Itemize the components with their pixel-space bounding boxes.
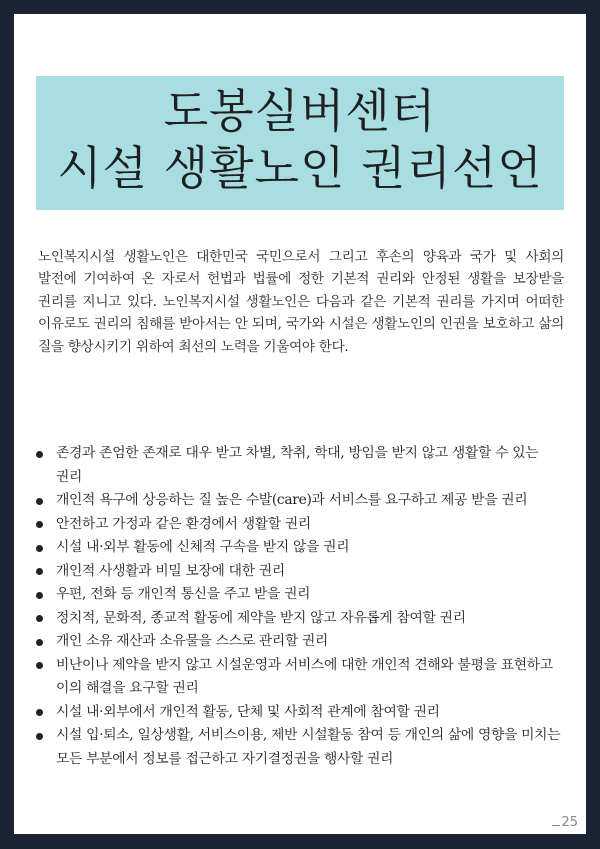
list-item <box>30 724 566 771</box>
right-text: 시설 입·퇴소, 일상생활, 서비스이용, 제반 시설활동 참여 등 개인의 삶에 영향을 미치는 모든 부분에서 정보를 접근하고 자기결정권을 행사할 권리 <box>56 727 561 767</box>
list-item <box>30 607 566 631</box>
right-text: 안전하고 가정과 같은 환경에서 생활할 권리 <box>56 515 311 532</box>
intro-paragraph: 노인복지시설 생활노인은 대한민국 국민으로서 그리고 후손의 양육과 국가 및 사회의 발전에 기여하여 온 자로서 헌법과 법률에 정한 기본적 권리와 안정된 생활을 보장받을 권리를 지니고 있다. 노인복지시설 생활노인은 다음과 같은 기본적 권리를 가지며 어떠한 이유로도 권리의 침해를 받아서는 안 되며, 국가와 시설은 생활노인의 인권을 보호하고 삶의 질을 향상시키기 위하여 최선의 노력을 기울여야 한다. <box>38 248 564 355</box>
bullet-icon <box>36 639 43 646</box>
document-page <box>14 14 586 834</box>
bullet-icon <box>36 592 43 599</box>
list-item <box>30 560 566 584</box>
right-text: 개인적 욕구에 상응하는 질 높은 수발(care)과 서비스를 요구하고 제공 받을 권리 <box>56 492 528 508</box>
bullet-icon <box>36 662 43 669</box>
list-item <box>30 536 566 560</box>
right-text: 개인 소유 재산과 소유물을 스스로 관리할 권리 <box>56 633 329 649</box>
bullet-icon <box>36 709 43 716</box>
title-banner <box>36 76 564 210</box>
bullet-icon <box>36 615 43 622</box>
right-text: 정치적, 문화적, 종교적 활동에 제약을 받지 않고 자유롭게 참여할 권리 <box>56 609 466 626</box>
right-text: 시설 내·외부에서 개인적 활동, 단체 및 사회적 관계에 참여할 권리 <box>56 703 440 720</box>
right-text: 개인적 사생활과 비밀 보장에 대한 권리 <box>56 562 285 579</box>
list-item <box>30 654 566 701</box>
bullet-icon <box>36 451 43 458</box>
page-number <box>552 815 578 830</box>
list-item <box>30 701 566 725</box>
right-text: 존경과 존엄한 존재로 대우 받고 차별, 착취, 학대, 방임을 받지 않고 생활할 수 있는 권리 <box>56 445 539 485</box>
list-item <box>30 513 566 537</box>
title-line-1: 도봉실버센터 <box>163 84 437 138</box>
page-number-rule <box>552 825 560 826</box>
list-item <box>30 442 566 489</box>
bullet-icon <box>36 521 43 528</box>
right-text: 우편, 전화 등 개인적 통신을 주고 받을 권리 <box>56 586 311 602</box>
list-item <box>30 630 566 654</box>
title-line-2: 시설 생활노인 권리선언 <box>57 141 543 195</box>
list-item <box>30 583 566 607</box>
bullet-icon <box>36 545 43 552</box>
bullet-icon <box>36 733 43 740</box>
list-item <box>30 489 566 513</box>
bullet-icon <box>36 498 43 505</box>
right-text: 비난이나 제약을 받지 않고 시설운영과 서비스에 대한 개인적 견해와 불평을 표현하고 이의 해결을 요구할 권리 <box>56 656 553 696</box>
bullet-icon <box>36 568 43 575</box>
right-text: 시설 내·외부 활동에 신체적 구속을 받지 않을 권리 <box>56 539 350 555</box>
rights-list <box>30 442 566 771</box>
page-number-value: 25 <box>561 815 578 830</box>
